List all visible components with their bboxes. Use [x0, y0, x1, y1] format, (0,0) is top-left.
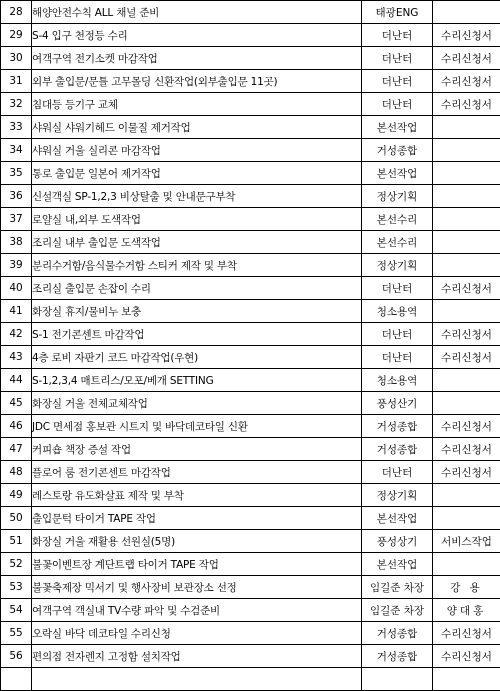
table-row [1, 254, 500, 277]
note-cell: 수리신청서 [433, 622, 500, 645]
company-cell: 정상기획 [362, 254, 433, 277]
task-description-cell: S-4 입구 천정등 수리 [32, 24, 362, 47]
task-description-cell: 편의점 전자렌지 고정함 설치작업 [32, 645, 362, 668]
row-number-cell: 49 [1, 484, 32, 507]
task-description-cell: 조리실 출입문 손잡이 수리 [32, 277, 362, 300]
note-cell [433, 392, 500, 415]
row-number-cell: 37 [1, 208, 32, 231]
company-cell: 거성종합 [362, 622, 433, 645]
table-row [1, 507, 500, 530]
company-cell: 정상기획 [362, 185, 433, 208]
task-description-cell: 레스토랑 유도화살표 제작 및 부착 [32, 484, 362, 507]
row-number-cell [1, 668, 32, 691]
row-number-cell: 39 [1, 254, 32, 277]
table-row [1, 323, 500, 346]
note-cell [433, 369, 500, 392]
table-row [1, 70, 500, 93]
table-row [1, 208, 500, 231]
note-cell: 수리신청서 [433, 93, 500, 116]
note-cell [433, 139, 500, 162]
row-number-cell: 42 [1, 323, 32, 346]
table-row [1, 139, 500, 162]
table-row [1, 47, 500, 70]
table-row [1, 622, 500, 645]
table-row [1, 24, 500, 47]
table-row [1, 576, 500, 599]
table-body [1, 1, 500, 691]
row-number-cell: 52 [1, 553, 32, 576]
company-cell: 더난터 [362, 277, 433, 300]
note-cell [433, 185, 500, 208]
row-number-cell: 56 [1, 645, 32, 668]
note-cell: 서비스작업 [433, 530, 500, 553]
task-description-cell: 커피숍 책장 증설 작업 [32, 438, 362, 461]
note-cell: 수리신청서 [433, 461, 500, 484]
task-description-cell: JDC 면세점 홍보관 시트지 및 바닥데코타일 신환 [32, 415, 362, 438]
task-description-cell: 4층 로비 자판기 코드 마감작업(우현) [32, 346, 362, 369]
note-cell [433, 116, 500, 139]
task-description-cell: S-1,2,3,4 매트리스/모포/베개 SETTING [32, 369, 362, 392]
task-description-cell: 조리실 내부 출입문 도색작업 [32, 231, 362, 254]
row-number-cell: 41 [1, 300, 32, 323]
row-number-cell: 54 [1, 599, 32, 622]
company-cell: 더난터 [362, 70, 433, 93]
task-description-cell: 신설객실 SP-1,2,3 비상탈출 및 안내문구부착 [32, 185, 362, 208]
note-cell [433, 231, 500, 254]
note-cell: 양대홍 [433, 599, 500, 622]
table-row [1, 392, 500, 415]
row-number-cell: 53 [1, 576, 32, 599]
task-description-cell: 화장실 거울 전체교체작업 [32, 392, 362, 415]
company-cell: 태광ENG [362, 1, 433, 24]
note-cell [433, 208, 500, 231]
table-row [1, 530, 500, 553]
note-cell: 수리신청서 [433, 277, 500, 300]
table-row [1, 277, 500, 300]
note-cell: 수리신청서 [433, 24, 500, 47]
row-number-cell: 50 [1, 507, 32, 530]
note-cell: 수리신청서 [433, 346, 500, 369]
company-cell: 청소용역 [362, 369, 433, 392]
task-description-cell: 샤워실 샤워기헤드 이물질 제거작업 [32, 116, 362, 139]
task-description-cell: 플로어 룸 전기콘센트 마감작업 [32, 461, 362, 484]
company-cell: 풍성산기 [362, 392, 433, 415]
company-cell: 더난터 [362, 47, 433, 70]
note-cell [433, 507, 500, 530]
note-cell: 수리신청서 [433, 438, 500, 461]
note-cell [433, 1, 500, 24]
table-row [1, 484, 500, 507]
note-cell [433, 254, 500, 277]
row-number-cell: 47 [1, 438, 32, 461]
company-cell: 임길준 차장 [362, 599, 433, 622]
company-cell: 거성종합 [362, 415, 433, 438]
row-number-cell: 34 [1, 139, 32, 162]
table-row [1, 1, 500, 24]
task-description-cell: 분리수거함/음식물수거함 스티커 제작 및 부착 [32, 254, 362, 277]
task-description-cell: 여객구역 객실내 TV수량 파악 및 수검준비 [32, 599, 362, 622]
note-cell: 수리신청서 [433, 70, 500, 93]
task-description-cell: 여객구역 전기소켓 마감작업 [32, 47, 362, 70]
task-description-cell: 출입문턱 타이거 TAPE 작업 [32, 507, 362, 530]
row-number-cell: 35 [1, 162, 32, 185]
row-number-cell: 43 [1, 346, 32, 369]
company-cell: 본선수리 [362, 231, 433, 254]
company-cell: 정상기획 [362, 484, 433, 507]
company-cell: 본선수리 [362, 208, 433, 231]
table-row [1, 645, 500, 668]
task-description-cell: 샤워실 거울 실리콘 마감작업 [32, 139, 362, 162]
row-number-cell: 32 [1, 93, 32, 116]
table-row [1, 162, 500, 185]
table-row [1, 461, 500, 484]
table-row [1, 346, 500, 369]
row-number-cell: 29 [1, 24, 32, 47]
table-row [1, 185, 500, 208]
note-cell [433, 553, 500, 576]
row-number-cell: 48 [1, 461, 32, 484]
task-description-cell: 화장실 거울 재활용 선원실(5명) [32, 530, 362, 553]
row-number-cell: 31 [1, 70, 32, 93]
company-cell: 거성종합 [362, 645, 433, 668]
row-number-cell: 36 [1, 185, 32, 208]
company-cell: 더난터 [362, 323, 433, 346]
note-cell [433, 484, 500, 507]
note-cell [433, 162, 500, 185]
company-cell: 더난터 [362, 346, 433, 369]
table-row [1, 93, 500, 116]
company-cell: 거성종합 [362, 438, 433, 461]
table-row [1, 438, 500, 461]
company-cell: 본선작업 [362, 162, 433, 185]
company-cell: 더난터 [362, 93, 433, 116]
company-cell: 임길준 차장 [362, 576, 433, 599]
row-number-cell: 30 [1, 47, 32, 70]
task-description-cell: S-1 전기콘센트 마감작업 [32, 323, 362, 346]
table-row [1, 231, 500, 254]
table-row [1, 116, 500, 139]
row-number-cell: 51 [1, 530, 32, 553]
note-cell [433, 668, 500, 691]
company-cell: 더난터 [362, 24, 433, 47]
row-number-cell: 55 [1, 622, 32, 645]
row-number-cell: 44 [1, 369, 32, 392]
company-cell: 본선작업 [362, 116, 433, 139]
company-cell: 청소용역 [362, 300, 433, 323]
note-cell: 강 용 [433, 576, 500, 599]
task-description-cell: 화장실 휴지/물비누 보충 [32, 300, 362, 323]
table-row [1, 300, 500, 323]
table-row [1, 415, 500, 438]
note-cell: 수리신청서 [433, 47, 500, 70]
table-row [1, 668, 500, 691]
company-cell: 풍성상기 [362, 530, 433, 553]
task-description-cell: 불꽃이벤트장 계단트랩 타이거 TAPE 작업 [32, 553, 362, 576]
company-cell: 거성종합 [362, 139, 433, 162]
note-cell: 수리신청서 [433, 415, 500, 438]
task-description-cell: 통로 출입문 일본어 제거작업 [32, 162, 362, 185]
company-cell: 더난터 [362, 461, 433, 484]
row-number-cell: 38 [1, 231, 32, 254]
company-cell [362, 668, 433, 691]
task-description-cell: 오락실 바닥 데코타일 수리신청 [32, 622, 362, 645]
company-cell: 본선작업 [362, 553, 433, 576]
row-number-cell: 28 [1, 1, 32, 24]
table-row [1, 599, 500, 622]
task-description-cell: 불꽃축제장 믹서기 및 행사장비 보관장소 선정 [32, 576, 362, 599]
row-number-cell: 46 [1, 415, 32, 438]
row-number-cell: 40 [1, 277, 32, 300]
row-number-cell: 45 [1, 392, 32, 415]
row-number-cell: 33 [1, 116, 32, 139]
table-row [1, 369, 500, 392]
task-description-cell: 해양안전수칙 ALL 채널 준비 [32, 1, 362, 24]
note-cell: 수리신청서 [433, 645, 500, 668]
note-cell: 수리신청서 [433, 323, 500, 346]
company-cell: 본선작업 [362, 507, 433, 530]
task-description-cell: 로얄실 내,외부 도색작업 [32, 208, 362, 231]
note-cell [433, 300, 500, 323]
task-description-cell: 침대등 등기구 교체 [32, 93, 362, 116]
task-description-cell: 외부 출입문/문틀 고무몰딩 신환작업(외부출입문 11곳) [32, 70, 362, 93]
task-description-cell [32, 668, 362, 691]
table-row [1, 553, 500, 576]
